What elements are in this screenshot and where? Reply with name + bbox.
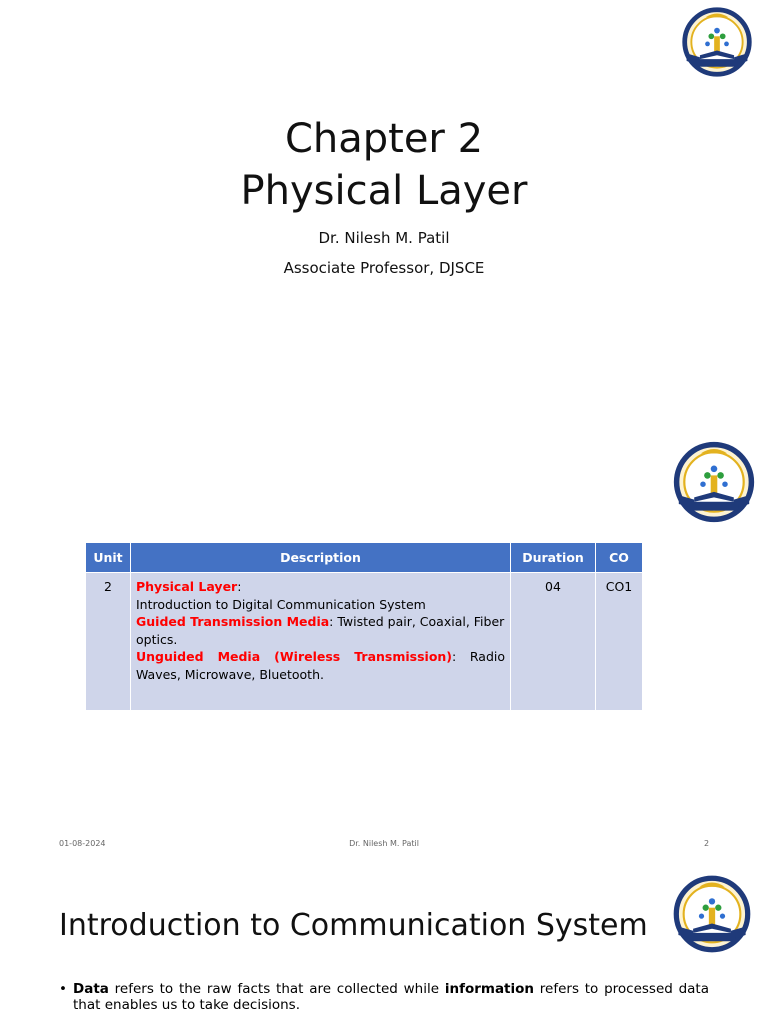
desc-line-guided — [136, 613, 505, 648]
bold-term-data: Data — [73, 981, 109, 997]
footer-author: Dr. Nilesh M. Patil — [349, 839, 419, 848]
header-description: Description — [131, 543, 511, 573]
desc-heading-guided: Guided Transmission Media — [136, 614, 330, 629]
chapter-subtitle: Physical Layer — [240, 168, 528, 214]
intro-slide — [0, 864, 768, 1024]
author-designation: Associate Professor, DJSCE — [283, 259, 485, 277]
college-emblem-logo — [679, 4, 755, 80]
table-row — [86, 573, 643, 711]
bullet-text: refers to the raw facts that are collected while — [108, 981, 445, 997]
syllabus-table — [85, 542, 643, 711]
desc-colon: : — [237, 579, 242, 594]
cell-duration: 04 — [511, 573, 596, 711]
bold-term-information: information — [444, 981, 535, 997]
college-emblem-logo — [670, 438, 758, 526]
slide-title: Introduction to Communication System — [59, 908, 648, 943]
cell-co: CO1 — [596, 573, 643, 711]
footer-date: 01-08-2024 — [59, 839, 106, 848]
bullet-list — [59, 981, 709, 1019]
header-unit: Unit — [86, 543, 131, 573]
desc-line-intro: Introduction to Digital Communication System — [136, 596, 426, 612]
header-duration: Duration — [511, 543, 596, 573]
header-co: CO — [596, 543, 643, 573]
desc-heading-physical-layer: Physical Layer — [136, 579, 238, 594]
bullet-text: refers to processed data that enables us to take decisions. — [73, 981, 709, 1013]
chapter-title: Chapter 2 — [284, 116, 484, 162]
title-slide — [0, 0, 768, 432]
desc-line-unguided — [136, 648, 505, 683]
syllabus-slide — [0, 432, 768, 864]
author-name: Dr. Nilesh M. Patil — [318, 229, 450, 247]
desc-heading-unguided: Unguided Media (Wireless Transmission) — [136, 649, 453, 664]
college-emblem-logo — [670, 872, 754, 956]
cell-description — [131, 573, 511, 711]
cell-unit: 2 — [86, 573, 131, 711]
footer-page-number: 2 — [704, 839, 710, 848]
desc-unguided-text: : Radio Waves, Microwave, Bluetooth. — [136, 649, 506, 682]
list-item — [59, 981, 709, 1013]
table-header-row — [86, 543, 643, 573]
desc-line-physical-layer — [136, 578, 505, 596]
desc-guided-text: : Twisted pair, Coaxial, Fiber optics. — [136, 614, 505, 647]
